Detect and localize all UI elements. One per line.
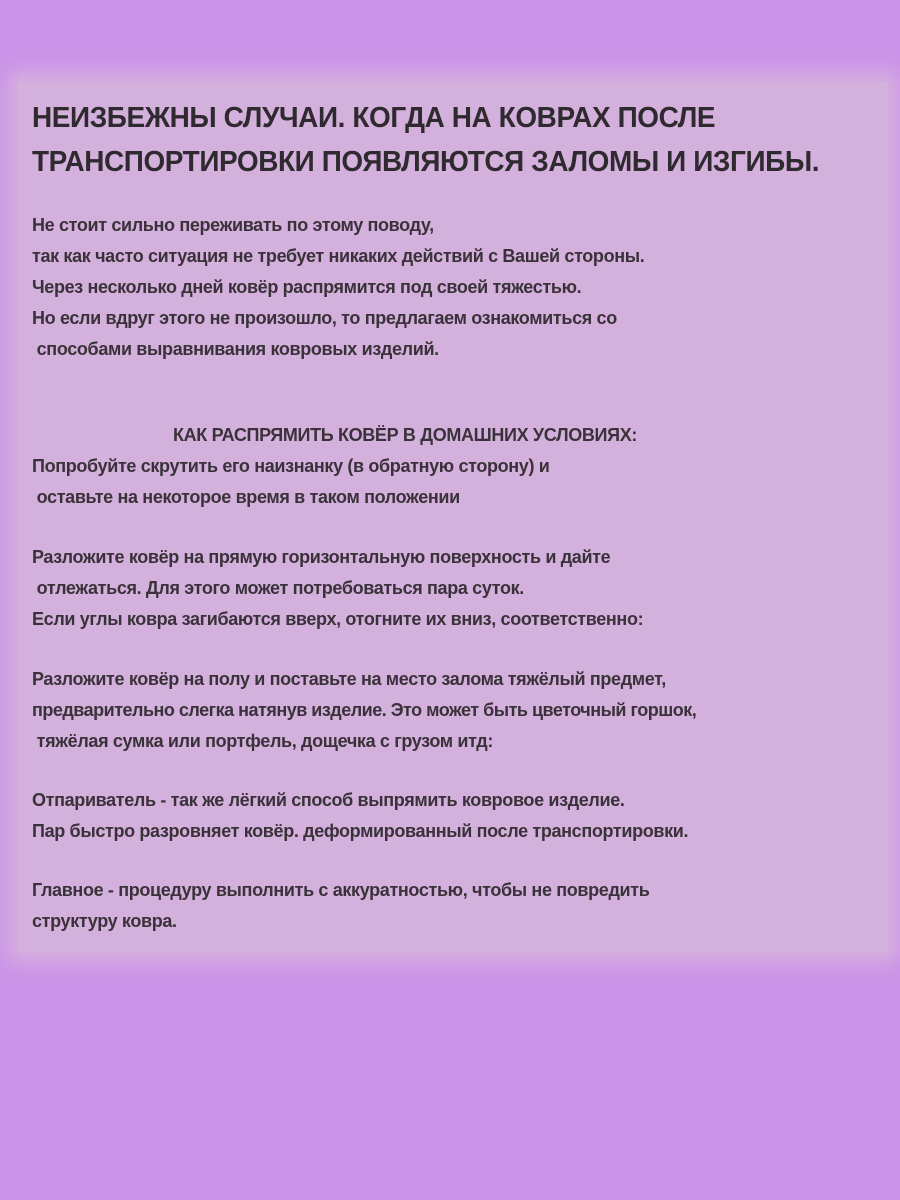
method1-line-2: оставьте на некоторое время в таком положении xyxy=(32,487,460,507)
method1-line-1: Попробуйте скрутить его наизнанку (в обратную сторону) и xyxy=(32,456,550,476)
method2-line-2: отлежаться. Для этого может потребоваться пара суток. xyxy=(32,578,524,598)
intro-line-3: Через несколько дней ковёр распрямится под своей тяжестью. xyxy=(32,277,582,297)
method4-line-1: Отпариватель - так же лёгкий способ выпрямить ковровое изделие. xyxy=(32,790,625,810)
method3-line-1: Разложите ковёр на полу и поставьте на место залома тяжёлый предмет, xyxy=(32,669,666,689)
conclusion-line-1: Главное - процедуру выполнить с аккуратностью, чтобы не повредить xyxy=(32,880,650,900)
method2-line-3: Если углы ковра загибаются вверх, отогните их вниз, соответственно: xyxy=(32,609,644,629)
headline-line-2: ТРАНСПОРТИРОВКИ ПОЯВЛЯЮТСЯ ЗАЛОМЫ И ИЗГИБЫ. xyxy=(32,146,820,178)
headline xyxy=(32,96,865,184)
method3-line-2: предварительно слегка натянув изделие. Это может быть цветочный горшок, xyxy=(32,700,697,720)
intro-line-4: Но если вдруг этого не произошло, то предлагаем ознакомиться со xyxy=(32,308,617,328)
intro-line-2: так как часто ситуация не требует никаких действий с Вашей стороны. xyxy=(32,246,645,266)
intro-line-1: Не стоит сильно переживать по этому поводу, xyxy=(32,215,434,235)
method2-line-1: Разложите ковёр на прямую горизонтальную поверхность и дайте xyxy=(32,547,611,567)
section-title: КАК РАСПРЯМИТЬ КОВЁР В ДОМАШНИХ УСЛОВИЯХ: xyxy=(173,425,638,445)
method4-line-2: Пар быстро разровняет ковёр. деформированный после транспортировки. xyxy=(32,821,689,841)
headline-line-1: НЕИЗБЕЖНЫ СЛУЧАИ. КОГДА НА КОВРАХ ПОСЛЕ xyxy=(32,102,716,134)
method3-line-3: тяжёлая сумка или портфель, дощечка с грузом итд: xyxy=(32,731,494,751)
conclusion-line-2: структуру ковра. xyxy=(32,911,177,931)
info-panel xyxy=(18,82,888,952)
intro-line-5: способами выравнивания ковровых изделий. xyxy=(32,339,439,359)
